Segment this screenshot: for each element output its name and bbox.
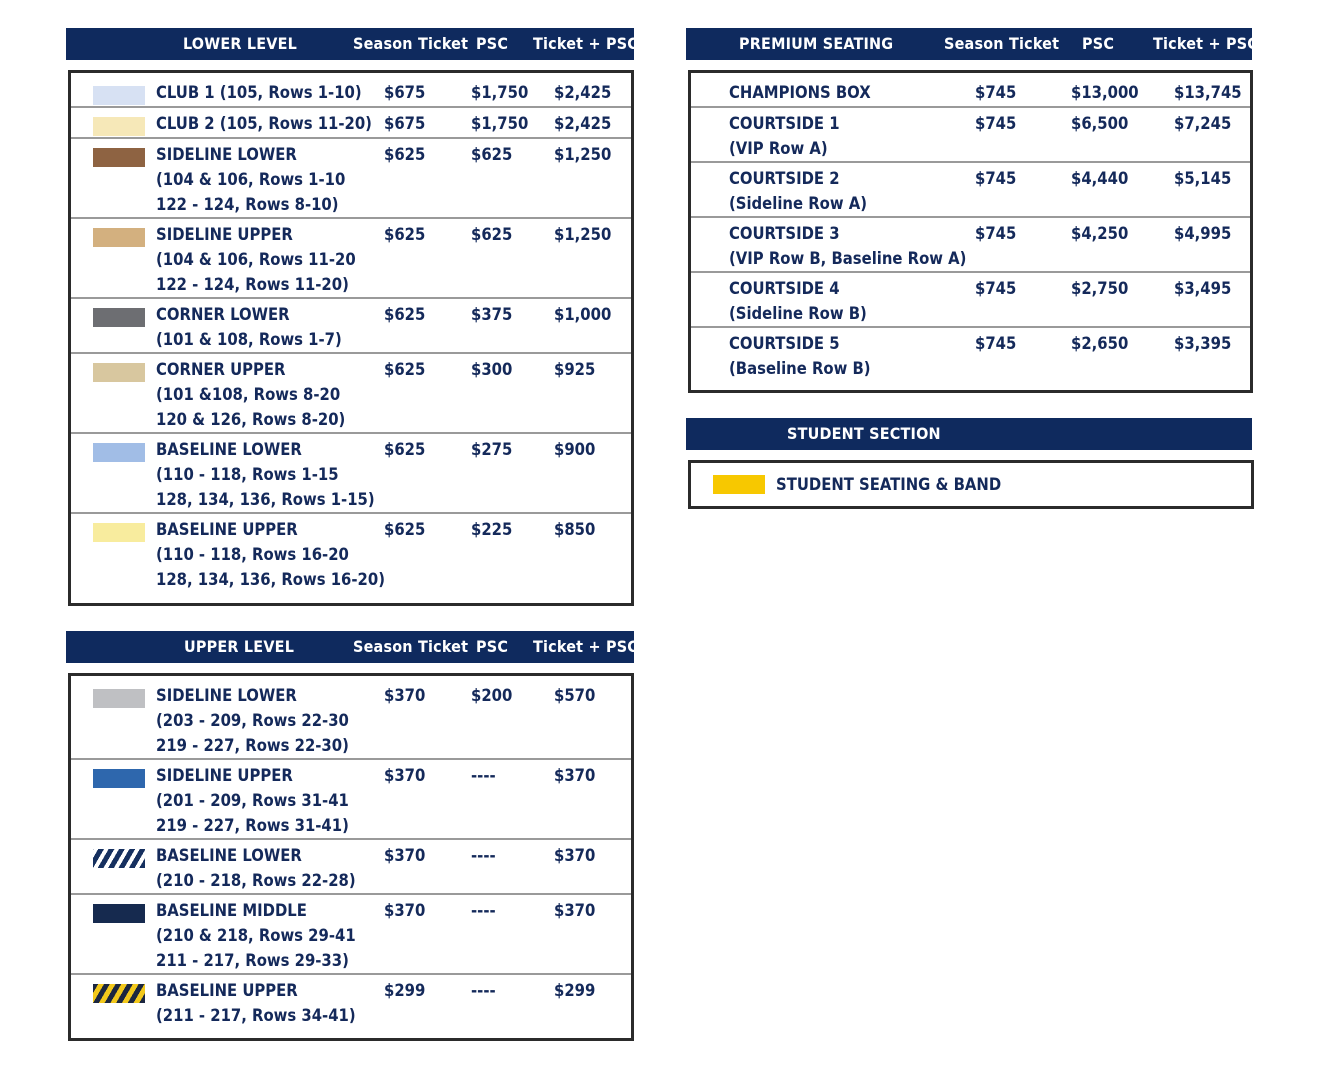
total-price: $2,425 [554,114,612,133]
section-line: (203 - 209, Rows 22-30 [156,711,349,730]
psc-price: $13,000 [1071,83,1139,102]
season-ticket-price: $675 [384,83,426,102]
section-line: BASELINE MIDDLE [156,901,307,920]
upper-row [71,676,631,760]
total-price: $2,425 [554,83,612,102]
section-name [156,978,356,1028]
season-ticket-price: $675 [384,114,426,133]
psc-price: $2,650 [1071,334,1129,353]
seating-color-swatch [93,117,145,136]
lower-row [71,299,631,354]
seating-color-swatch [93,228,145,247]
section-line: BASELINE LOWER [156,846,302,865]
season-ticket-price: $625 [384,440,426,459]
section-name [729,166,867,216]
upper-level-header [66,631,639,663]
psc-header: PSC [476,34,509,53]
psc-price: $625 [471,145,513,164]
premium-row [691,108,1250,163]
section-line: (210 - 218, Rows 22-28) [156,871,356,890]
total-price: $299 [554,981,596,1000]
total-price: $3,495 [1174,279,1232,298]
section-line: (VIP Row A) [729,139,828,158]
section-name [156,142,345,217]
section-line: BASELINE UPPER [156,981,298,1000]
total-price: $1,250 [554,225,612,244]
section-line: (Baseline Row B) [729,359,871,378]
section-line: COURTSIDE 1 [729,114,840,133]
section-line: 120 & 126, Rows 8-20) [156,410,346,429]
upper-level-panel [66,631,639,663]
seating-color-swatch [93,769,145,788]
section-name [156,898,356,973]
psc-price: ---- [471,766,496,785]
premium-seating-title: PREMIUM SEATING [739,34,894,53]
psc-price: $200 [471,686,513,705]
lower-row [71,354,631,434]
section-name [729,80,871,105]
section-line: (110 - 118, Rows 16-20 [156,545,349,564]
section-line: CORNER UPPER [156,360,286,379]
psc-price: ---- [471,901,496,920]
ticket-psc-header: Ticket + PSC [533,34,639,53]
season-ticket-price: $370 [384,766,426,785]
premium-seating-panel [686,28,1259,60]
psc-price: $275 [471,440,513,459]
section-name [156,357,345,432]
student-section-table [688,460,1254,509]
premium-row [691,218,1250,273]
upper-row [71,895,631,975]
section-name [156,683,349,758]
section-line: COURTSIDE 5 [729,334,840,353]
premium-seating-header [686,28,1259,60]
psc-price: ---- [471,981,496,1000]
section-line: BASELINE UPPER [156,520,298,539]
section-line: (104 & 106, Rows 11-20 [156,250,356,269]
section-line: SIDELINE LOWER [156,145,297,164]
section-line: SIDELINE LOWER [156,686,297,705]
psc-price: $4,440 [1071,169,1129,188]
section-line: 219 - 227, Rows 31-41) [156,816,349,835]
section-name [156,222,356,297]
total-price: $370 [554,901,596,920]
section-line: 211 - 217, Rows 29-33) [156,951,349,970]
ticket-psc-header: Ticket + PSC [1153,34,1259,53]
section-name [729,111,840,161]
lower-row [71,139,631,219]
section-line: CLUB 1 (105, Rows 1-10) [156,83,362,102]
lower-row [71,108,631,139]
total-price: $570 [554,686,596,705]
section-line: 128, 134, 136, Rows 16-20) [156,570,385,589]
psc-header: PSC [1082,34,1115,53]
total-price: $7,245 [1174,114,1232,133]
lower-row [71,434,631,514]
total-price: $1,000 [554,305,612,324]
total-price: $4,995 [1174,224,1232,243]
season-ticket-price: $625 [384,360,426,379]
seating-color-swatch [93,689,145,708]
student-swatch [713,475,765,494]
section-name [156,437,375,512]
total-price: $5,145 [1174,169,1232,188]
season-ticket-price: $625 [384,145,426,164]
lower-row [71,514,631,594]
upper-row [71,840,631,895]
seating-color-swatch [93,86,145,105]
section-name [729,221,966,271]
total-price: $3,395 [1174,334,1232,353]
lower-level-header [66,28,639,60]
season-ticket-header: Season Ticket [353,637,469,656]
season-ticket-price: $625 [384,520,426,539]
lower-level-panel [66,28,639,60]
psc-price: $2,750 [1071,279,1129,298]
season-ticket-price: $370 [384,686,426,705]
student-section-title: STUDENT SECTION [787,424,941,443]
total-price: $925 [554,360,596,379]
section-name [156,111,372,136]
premium-row [691,163,1250,218]
section-name [156,80,362,105]
seating-color-swatch [93,443,145,462]
seating-color-swatch [93,308,145,327]
psc-price: ---- [471,846,496,865]
season-ticket-price: $745 [975,114,1017,133]
total-price: $370 [554,846,596,865]
section-line: (VIP Row B, Baseline Row A) [729,249,967,268]
premium-row [691,273,1250,328]
seating-color-swatch [93,363,145,382]
season-ticket-price: $745 [975,279,1017,298]
section-name [156,843,356,893]
seating-color-swatch [93,904,145,923]
section-line: SIDELINE UPPER [156,225,293,244]
season-ticket-header: Season Ticket [353,34,469,53]
psc-price: $225 [471,520,513,539]
seating-color-swatch [93,523,145,542]
upper-row [71,760,631,840]
total-price: $13,745 [1174,83,1242,102]
psc-price: $1,750 [471,83,529,102]
section-line: COURTSIDE 3 [729,224,840,243]
section-line: (Sideline Row B) [729,304,867,323]
lower-level-title: LOWER LEVEL [183,34,298,53]
psc-price: $1,750 [471,114,529,133]
psc-price: $6,500 [1071,114,1129,133]
section-line: (Sideline Row A) [729,194,868,213]
total-price: $850 [554,520,596,539]
premium-seating-table [688,70,1253,393]
section-line: CORNER LOWER [156,305,290,324]
season-ticket-price: $625 [384,225,426,244]
upper-level-table [68,673,634,1041]
section-line: 219 - 227, Rows 22-30) [156,736,349,755]
section-name [156,302,342,352]
psc-price: $375 [471,305,513,324]
section-line: (104 & 106, Rows 1-10 [156,170,346,189]
section-name [729,331,871,381]
season-ticket-price: $299 [384,981,426,1000]
season-ticket-header: Season Ticket [944,34,1060,53]
ticket-psc-header: Ticket + PSC [533,637,639,656]
section-line: 122 - 124, Rows 8-10) [156,195,339,214]
section-name [729,276,867,326]
psc-header: PSC [476,637,509,656]
section-line: CLUB 2 (105, Rows 11-20) [156,114,372,133]
season-ticket-price: $745 [975,224,1017,243]
student-seating-label: STUDENT SEATING & BAND [776,475,1002,494]
section-line: COURTSIDE 4 [729,279,840,298]
season-ticket-price: $625 [384,305,426,324]
section-name [156,763,349,838]
upper-level-title: UPPER LEVEL [184,637,295,656]
section-line: SIDELINE UPPER [156,766,293,785]
lower-row [71,219,631,299]
section-line: (101 &108, Rows 8-20 [156,385,341,404]
season-ticket-price: $370 [384,846,426,865]
upper-row [71,975,631,1030]
psc-price: $4,250 [1071,224,1129,243]
section-line: (201 - 209, Rows 31-41 [156,791,349,810]
lower-level-table [68,70,634,606]
seating-color-swatch [93,849,145,868]
section-line: COURTSIDE 2 [729,169,840,188]
seating-color-swatch [93,148,145,167]
season-ticket-price: $370 [384,901,426,920]
student-section-header [686,418,1252,450]
total-price: $900 [554,440,596,459]
section-line: (211 - 217, Rows 34-41) [156,1006,356,1025]
section-line: BASELINE LOWER [156,440,302,459]
season-ticket-price: $745 [975,169,1017,188]
seating-color-swatch [93,984,145,1003]
section-name [156,517,385,592]
psc-price: $300 [471,360,513,379]
section-line: CHAMPIONS BOX [729,83,871,102]
season-ticket-price: $745 [975,334,1017,353]
total-price: $370 [554,766,596,785]
premium-row [691,73,1250,108]
section-line: (110 - 118, Rows 1-15 [156,465,339,484]
section-line: (210 & 218, Rows 29-41 [156,926,356,945]
premium-row [691,328,1250,383]
psc-price: $625 [471,225,513,244]
lower-row [71,73,631,108]
section-line: 128, 134, 136, Rows 1-15) [156,490,375,509]
section-line: 122 - 124, Rows 11-20) [156,275,349,294]
section-line: (101 & 108, Rows 1-7) [156,330,342,349]
total-price: $1,250 [554,145,612,164]
student-section-panel [686,418,1252,450]
season-ticket-price: $745 [975,83,1017,102]
